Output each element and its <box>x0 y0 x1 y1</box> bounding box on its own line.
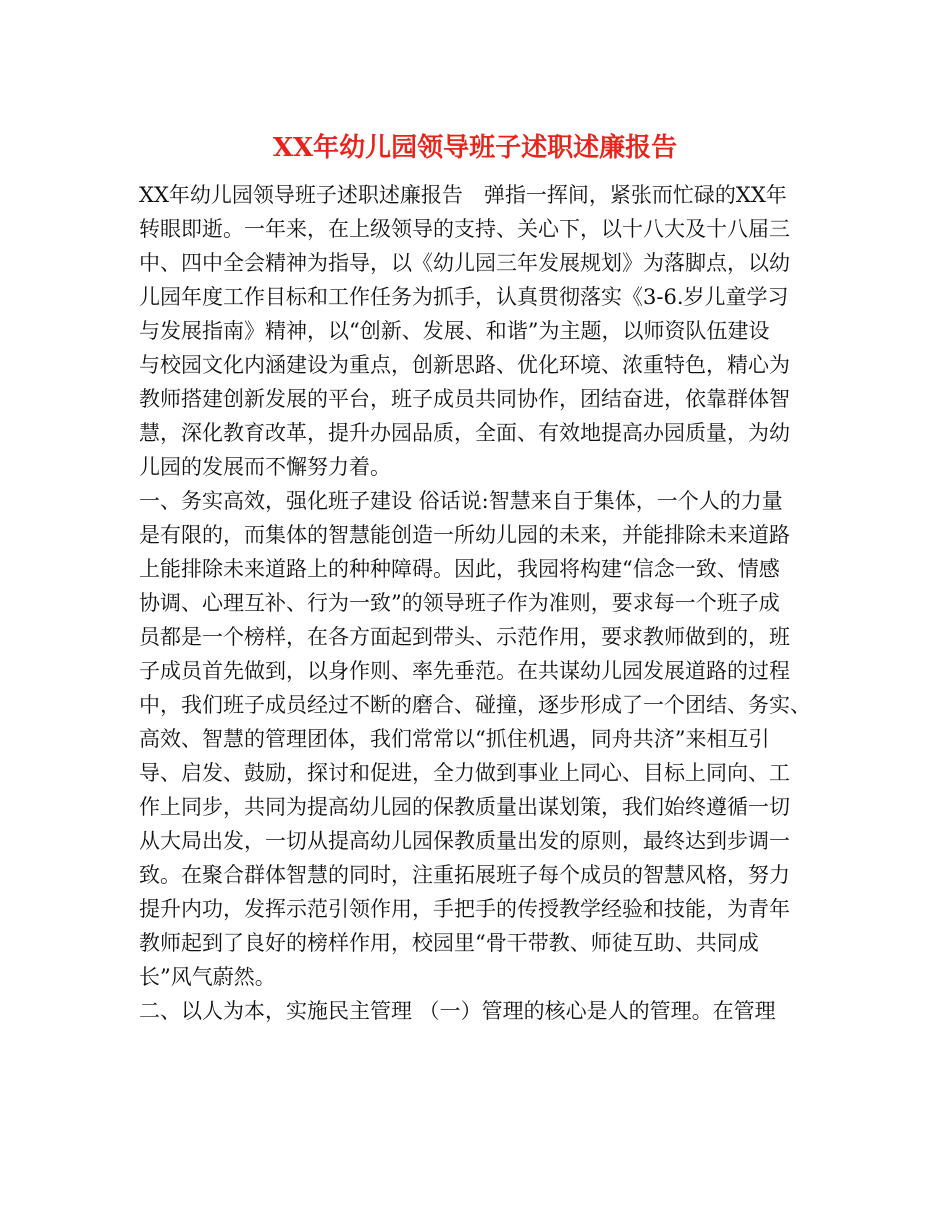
body-line: 导、启发、鼓励，探讨和促进，全力做到事业上同心、目标上同向、工 <box>139 761 790 785</box>
body-line: 员都是一个榜样，在各方面起到带头、示范作用，要求教师做到的，班 <box>139 625 790 649</box>
body-line: 儿园的发展而不懈努力着。 <box>139 455 391 479</box>
body-line: 高效、智慧的管理团体，我们常常以“抓住机遇，同舟共济”来相互引 <box>139 727 770 751</box>
body-line: 中，我们班子成员经过不断的磨合、碰撞，逐步形成了一个团结、务实、 <box>139 693 811 717</box>
body-line: 儿园年度工作目标和工作任务为抓手，认真贯彻落实《3-6.岁儿童学习 <box>139 285 789 309</box>
body-line: 二、以人为本，实施民主管理 （一）管理的核心是人的管理。在管理 <box>139 999 776 1023</box>
body-line: 从大局出发，一切从提高幼儿园保教质量出发的原则，最终达到步调一 <box>139 829 790 853</box>
body-line: 转眼即逝。一年来，在上级领导的支持、关心下，以十八大及十八届三 <box>139 217 790 241</box>
body-line: 教师搭建创新发展的平台，班子成员共同协作，团结奋进，依靠群体智 <box>139 387 790 411</box>
body-line: 协调、心理互补、行为一致”的领导班子作为准则，要求每一个班子成 <box>139 591 780 615</box>
body-line: 中、四中全会精神为指导，以《幼儿园三年发展规划》为落脚点，以幼 <box>139 251 790 275</box>
body-line: XX年幼儿园领导班子述职述廉报告 弹指一挥间，紧张而忙碌的XX年 <box>139 183 787 207</box>
body-line: 是有限的，而集体的智慧能创造一所幼儿园的未来，并能排除未来道路 <box>139 523 790 547</box>
body-line: 与校园文化内涵建设为重点，创新思路、优化环境、浓重特色，精心为 <box>139 353 790 377</box>
body-line: 长”风气蔚然。 <box>139 965 276 989</box>
body-line: 慧，深化教育改革，提升办园品质，全面、有效地提高办园质量，为幼 <box>139 421 790 445</box>
body-line: 一、务实高效，强化班子建设 俗话说:智慧来自于集体，一个人的力量 <box>139 489 783 513</box>
body-line: 教师起到了良好的榜样作用，校园里“骨干带教、师徒互助、共同成 <box>139 931 759 955</box>
document-body <box>139 178 829 1028</box>
body-line: 子成员首先做到，以身作则、率先垂范。在共谋幼儿园发展道路的过程 <box>139 659 790 683</box>
document-title: XX年幼儿园领导班子述职述廉报告 <box>272 133 678 163</box>
body-line: 与发展指南》精神，以“创新、发展、和谐”为主题，以师资队伍建设 <box>139 319 770 343</box>
body-line: 作上同步，共同为提高幼儿园的保教质量出谋划策，我们始终遵循一切 <box>139 795 790 819</box>
body-line: 提升内功，发挥示范引领作用，手把手的传授教学经验和技能，为青年 <box>139 897 790 921</box>
body-line: 致。在聚合群体智慧的同时，注重拓展班子每个成员的智慧风格，努力 <box>139 863 790 887</box>
body-line: 上能排除未来道路上的种种障碍。因此，我园将构建“信念一致、情感 <box>139 557 780 581</box>
